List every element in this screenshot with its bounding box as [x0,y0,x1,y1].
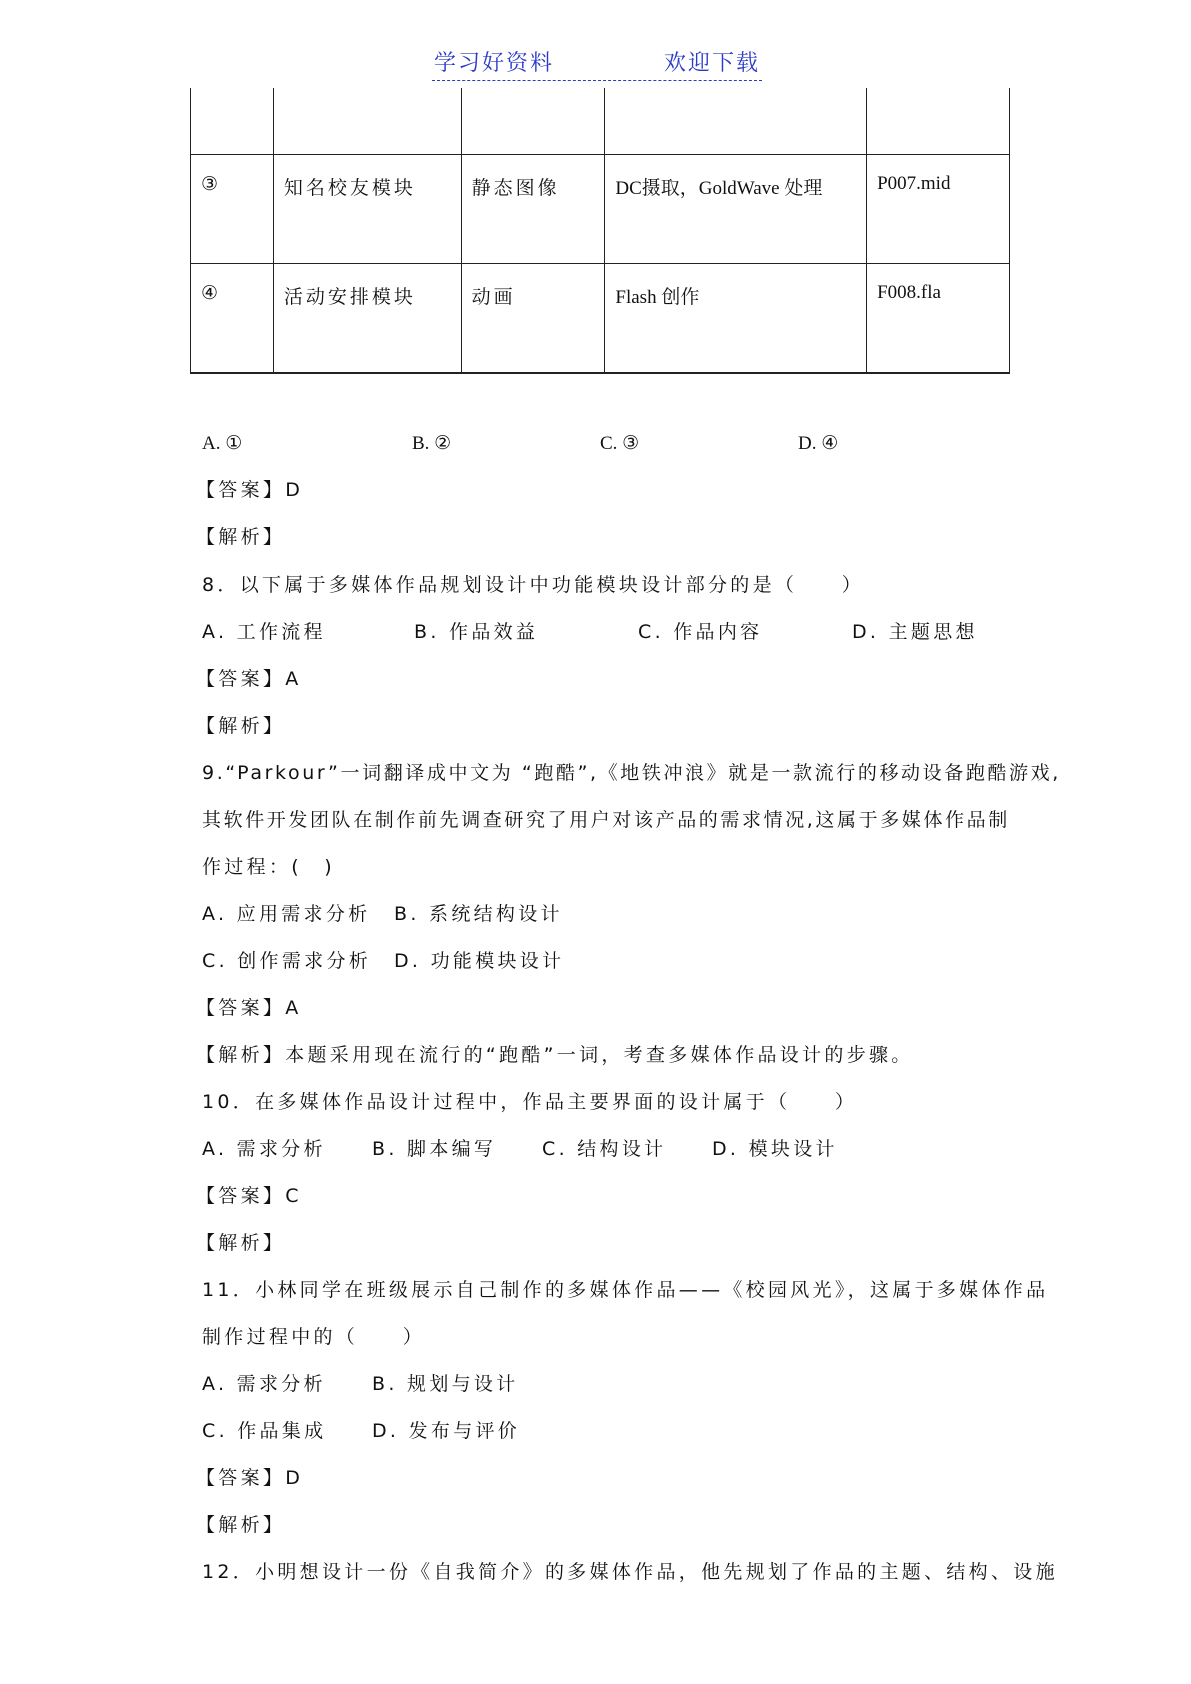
q9-option-d: D. 功能模块设计 [394,950,565,972]
q11-option-d: D. 发布与评价 [372,1420,521,1442]
q9-option-c: C. 创作需求分析 [202,950,372,972]
q10-option-d: D. 模块设计 [712,1138,838,1160]
q9-option-b: B. 系统结构设计 [394,903,563,925]
q7-option-a: A. ① [202,433,243,454]
q9-answer: 【答案】A [196,997,302,1019]
q9-question-line-3: 作过程：( ) [202,856,335,878]
tool-method: Flash 创作 [605,264,867,374]
resource-table [190,88,1010,374]
q7-option-d: D. ④ [798,433,839,454]
q8-option-d: D. 主题思想 [852,621,978,643]
q10-question: 10．在多媒体作品设计过程中，作品主要界面的设计属于（ ） [202,1091,858,1113]
q12-question: 12．小明想设计一份《自我简介》的多媒体作品，他先规划了作品的主题、结构、设施 [202,1561,1058,1583]
table-cell [273,88,461,155]
q11-analysis: 【解析】 [196,1514,286,1536]
q8-analysis: 【解析】 [196,715,286,737]
q10-answer: 【答案】C [196,1185,302,1207]
tool-method: DC摄取，GoldWave 处理 [605,155,867,264]
q8-option-b: B. 作品效益 [414,621,539,643]
header-left-text: 学习好资料 [434,51,555,76]
q7-option-b: B. ② [412,433,452,454]
module-name: 知名校友模块 [273,155,461,264]
q9-option-a: A. 应用需求分析 [202,903,371,925]
media-type: 动画 [461,264,605,374]
q9-question-line-2: 其软件开发团队在制作前先调查研究了用户对该产品的需求情况,这属于多媒体作品制 [202,809,1010,831]
row-number: ③ [191,155,274,264]
q10-option-a: A. 需求分析 [202,1138,326,1160]
q9-analysis: 【解析】本题采用现在流行的“跑酷”一词，考查多媒体作品设计的步骤。 [196,1044,914,1066]
file-name: P007.mid [867,155,1010,264]
q8-answer: 【答案】A [196,668,302,690]
q7-analysis: 【解析】 [196,526,286,548]
q11-option-a: A. 需求分析 [202,1373,326,1395]
header-right-text: 欢迎下载 [663,51,760,76]
table-cell [605,88,867,155]
page-header [432,46,762,81]
q9-question-line-1: 9.“Parkour”一词翻译成中文为 “跑酷”,《地铁冲浪》就是一款流行的移动设备跑酷游戏, [202,762,1061,784]
media-type: 静态图像 [461,155,605,264]
q11-question-line-2: 制作过程中的（ ） [202,1326,426,1348]
q8-question: 8．以下属于多媒体作品规划设计中功能模块设计部分的是（ ） [202,574,865,596]
q8-option-a: A. 工作流程 [202,621,326,643]
table-row [191,155,1010,264]
q11-question-line-1: 11．小林同学在班级展示自己制作的多媒体作品——《校园风光》，这属于多媒体作品 [202,1279,1049,1301]
module-name: 活动安排模块 [273,264,461,374]
table-cell [867,88,1010,155]
q11-answer: 【答案】D [196,1467,304,1489]
q11-option-b: B. 规划与设计 [372,1373,519,1395]
q7-option-c: C. ③ [600,433,640,454]
table-cell [461,88,605,155]
row-number: ④ [191,264,274,374]
q8-option-c: C. 作品内容 [638,621,763,643]
table-cell [191,88,274,155]
q10-option-c: C. 结构设计 [542,1138,667,1160]
q11-option-c: C. 作品集成 [202,1420,327,1442]
q7-answer: 【答案】D [196,479,304,501]
q10-option-b: B. 脚本编写 [372,1138,497,1160]
table-row [191,264,1010,374]
file-name: F008.fla [867,264,1010,374]
table-row-continued [191,88,1010,155]
q10-analysis: 【解析】 [196,1232,286,1254]
